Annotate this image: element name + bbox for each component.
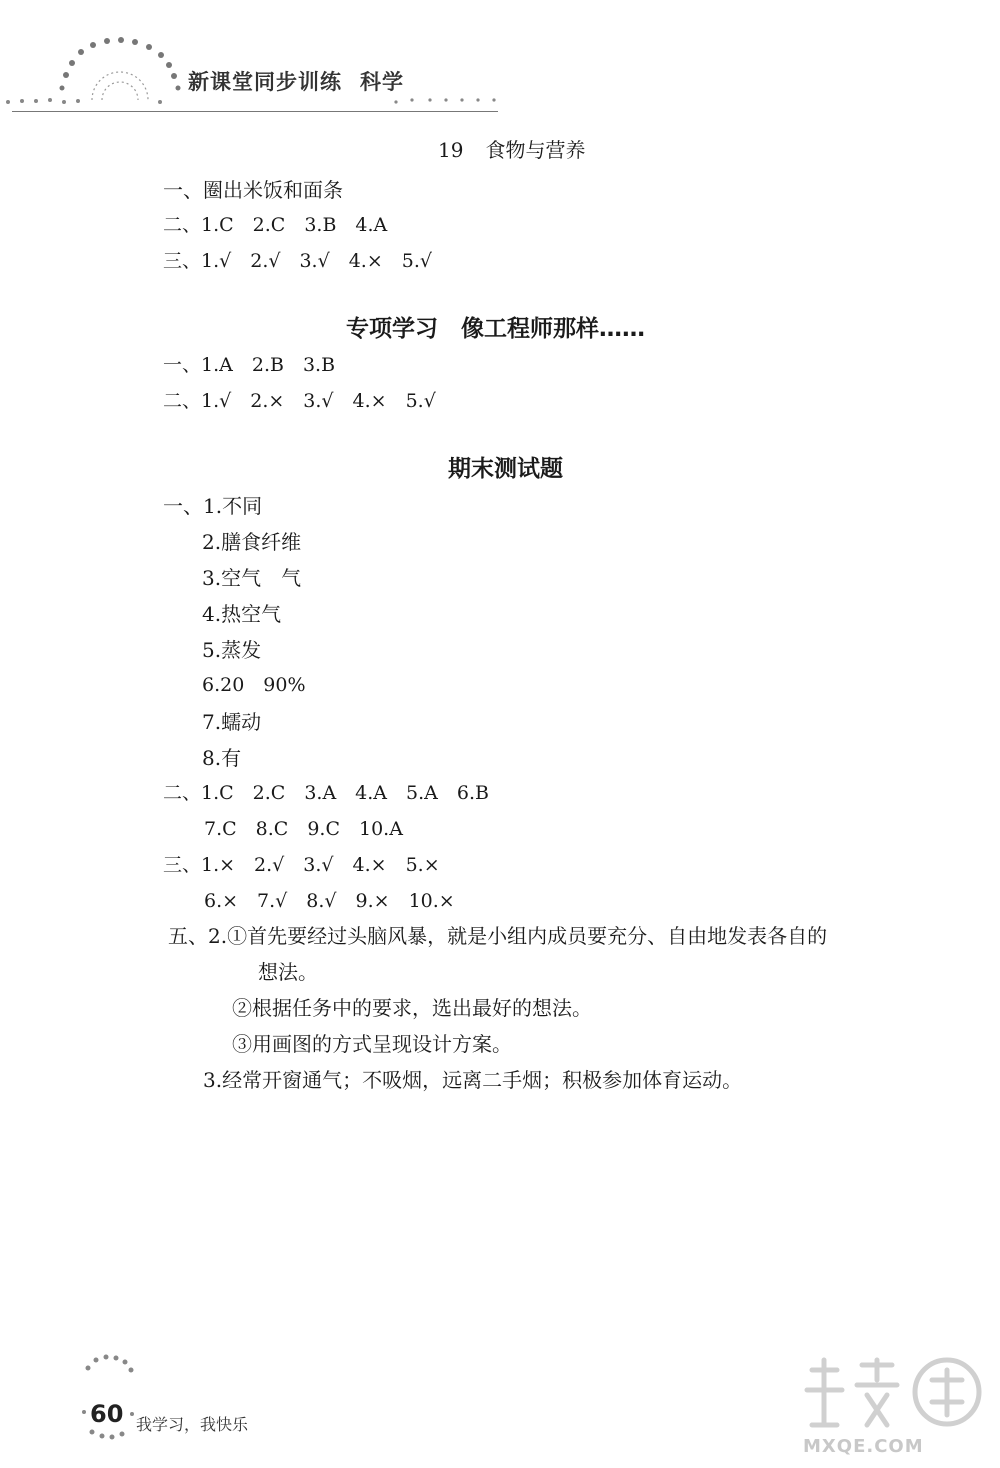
answer-line: 6.20 90% bbox=[202, 674, 306, 696]
answer-line: 三、1.× 2.√ 3.√ 4.× 5.× bbox=[163, 854, 440, 876]
answer-line: 3.空气 气 bbox=[202, 566, 302, 590]
answer-line: 3.经常开窗通气；不吸烟，远离二手烟；积极参加体育运动。 bbox=[203, 1068, 743, 1092]
header-book-title bbox=[188, 66, 404, 96]
watermark-url: MXQE.COM bbox=[803, 1436, 924, 1457]
answer-line: 一、1.A 2.B 3.B bbox=[163, 354, 336, 376]
answer-line: 2.膳食纤维 bbox=[202, 530, 302, 554]
answer-line: 一、1.不同 bbox=[163, 494, 263, 518]
answer-line: 4.热空气 bbox=[202, 602, 282, 626]
answer-line: 8.有 bbox=[202, 746, 242, 770]
answer-line: 二、1.√ 2.× 3.√ 4.× 5.√ bbox=[163, 390, 436, 412]
footer-decoration bbox=[78, 1352, 138, 1442]
answer-line: 三、1.√ 2.√ 3.√ 4.× 5.√ bbox=[163, 250, 432, 272]
answer-line: 二、1.C 2.C 3.A 4.A 5.A 6.B bbox=[163, 782, 489, 804]
page-number: 60 bbox=[90, 1400, 124, 1428]
book-subject: 科学 bbox=[360, 70, 404, 94]
final-test-title: 期末测试题 bbox=[448, 456, 563, 482]
answer-line: 一、圈出米饭和面条 bbox=[163, 178, 343, 202]
answer-line: 想法。 bbox=[258, 960, 318, 984]
footer-slogan: 我学习，我快乐 bbox=[136, 1415, 249, 1434]
answer-line: 5.蒸发 bbox=[202, 638, 262, 662]
answer-line: 五、2.①首先要经过头脑风暴，就是小组内成员要充分、自由地发表各自的 bbox=[168, 924, 828, 948]
answer-line: 6.× 7.√ 8.√ 9.× 10.× bbox=[204, 890, 455, 912]
section-19-name: 食物与营养 bbox=[485, 138, 586, 162]
answer-line: ②根据任务中的要求，选出最好的想法。 bbox=[232, 996, 592, 1020]
header-divider bbox=[12, 111, 498, 112]
special-study-title: 专项学习 像工程师那样…… bbox=[346, 316, 645, 342]
section-19-title bbox=[438, 134, 585, 163]
section-19-number: 19 bbox=[438, 138, 464, 162]
answer-line: ③用画图的方式呈现设计方案。 bbox=[232, 1032, 512, 1056]
answer-line: 二、1.C 2.C 3.B 4.A bbox=[163, 214, 388, 236]
answer-line: 7.C 8.C 9.C 10.A bbox=[204, 818, 403, 840]
book-title: 新课堂同步训练 bbox=[188, 70, 342, 94]
answer-line: 7.蠕动 bbox=[202, 710, 262, 734]
